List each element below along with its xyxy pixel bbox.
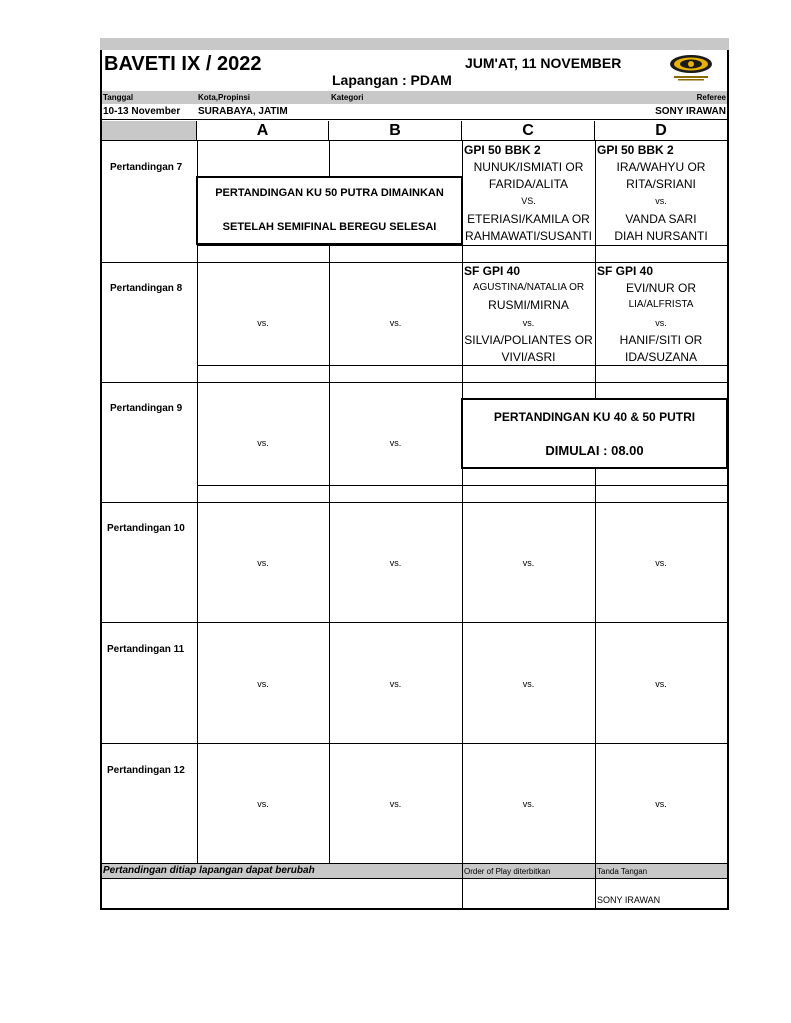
vs-label: vs. <box>257 438 269 448</box>
grid-line <box>102 743 727 744</box>
match-label-10: Pertandingan 10 <box>107 523 185 534</box>
notice-line: SETELAH SEMIFINAL BEREGU SELESAI <box>222 221 437 233</box>
vs-label: vs. <box>257 799 269 809</box>
vs-label: vs. <box>389 438 402 448</box>
team-name: SILVIA/POLIANTES OR <box>464 333 593 347</box>
column-header-b: B <box>329 121 462 141</box>
vs-label: vs. <box>522 318 535 328</box>
category-label: Kategori <box>331 93 364 102</box>
team-name: LIA/ALFRISTA <box>628 299 694 310</box>
footer-signature-name: SONY IRAWAN <box>597 895 661 905</box>
date-label: Tanggal <box>103 93 134 102</box>
grid-line <box>595 141 596 908</box>
team-name: EVI/NUR OR <box>625 281 696 295</box>
notice-line: PERTANDINGAN KU 40 & 50 PUTRI <box>493 410 696 424</box>
grid-line <box>462 141 463 908</box>
vs-label: vs. <box>655 558 667 568</box>
column-header-a: A <box>197 121 329 141</box>
date-value: 10-13 November <box>103 106 181 117</box>
team-name: RITA/SRIANI <box>626 177 696 191</box>
court-label: Lapangan : PDAM <box>332 72 452 88</box>
vs-label: vs. <box>522 799 535 809</box>
grid-line <box>102 262 727 263</box>
team-name: AGUSTINA/NATALIA OR <box>472 282 585 293</box>
notice-ku40-50-putri <box>461 398 728 469</box>
column-header-d: D <box>595 121 727 141</box>
notice-ku50-putra <box>196 176 463 245</box>
vs-label: vs. <box>389 558 402 568</box>
referee-value: SONY IRAWAN <box>655 106 726 117</box>
vs-label: vs. <box>389 799 402 809</box>
grid-line <box>102 622 727 623</box>
grid-line <box>197 365 727 366</box>
notice-line: DIMULAI : 08.00 <box>545 443 644 458</box>
header-value-row <box>102 104 727 120</box>
vs-label: vs. <box>655 196 667 206</box>
column-header-blank <box>102 121 197 141</box>
grid-line <box>197 485 727 486</box>
event-code: GPI 50 BBK 2 <box>464 143 541 157</box>
footer-note: Pertandingan ditiap lapangan dapat berubah <box>103 865 315 876</box>
vs-label: vs. <box>257 679 269 689</box>
grid-line <box>197 245 727 246</box>
vs-label: vs. <box>655 799 667 809</box>
day-date: JUM'AT, 11 NOVEMBER <box>465 55 622 71</box>
match-label-8: Pertandingan 8 <box>110 283 183 294</box>
city-value: SURABAYA, JATIM <box>198 106 288 117</box>
vs-label: vs. <box>257 558 269 568</box>
vs-label: vs. <box>522 558 535 568</box>
footer-published: Order of Play diterbitkan <box>464 867 551 876</box>
match-label-11: Pertandingan 11 <box>107 644 185 655</box>
event-code: SF GPI 40 <box>597 264 654 278</box>
column-header-c: C <box>462 121 595 141</box>
team-name: IDA/SUZANA <box>624 350 697 364</box>
team-name: RUSMI/MIRNA <box>488 298 569 312</box>
event-code: GPI 50 BBK 2 <box>597 143 674 157</box>
match-label-9: Pertandingan 9 <box>110 403 183 414</box>
page-title: BAVETI IX / 2022 <box>104 53 262 75</box>
team-name: HANIF/SITI OR <box>619 333 703 347</box>
city-label: Kota,Propinsi <box>198 93 251 102</box>
grid-line <box>102 502 727 503</box>
referee-label: Referee <box>696 93 726 102</box>
team-name: VIVI/ASRI <box>501 350 556 364</box>
match-label-12: Pertandingan 12 <box>107 765 185 776</box>
header-label-row <box>102 91 727 104</box>
team-name: ETERIASI/KAMILA OR <box>467 212 590 226</box>
match-label-7: Pertandingan 7 <box>110 162 183 173</box>
vs-label: vs. <box>655 318 667 328</box>
team-name: DIAH NURSANTI <box>614 229 708 243</box>
vs-label: vs. <box>655 679 667 689</box>
grid-line <box>102 382 727 383</box>
grid-line <box>102 878 727 879</box>
vs-label: vs. <box>389 318 402 328</box>
team-name: IRA/WAHYU OR <box>616 160 706 174</box>
footer-signature-label: Tanda Tangan <box>597 867 648 876</box>
notice-line: PERTANDINGAN KU 50 PUTRA DIMAINKAN <box>215 187 444 199</box>
vs-label: vs. <box>389 679 402 689</box>
club-emblem-icon <box>668 52 714 82</box>
team-name: NUNUK/ISMIATI OR <box>473 160 584 174</box>
top-strip <box>100 38 729 50</box>
team-name: VANDA SARI <box>625 212 697 226</box>
vs-label: VS. <box>521 196 536 206</box>
event-code: SF GPI 40 <box>464 264 521 278</box>
vs-label: vs. <box>522 679 535 689</box>
vs-label: vs. <box>257 318 269 328</box>
team-name: RAHMAWATI/SUSANTI <box>465 229 592 243</box>
team-name: FARIDA/ALITA <box>488 177 569 191</box>
